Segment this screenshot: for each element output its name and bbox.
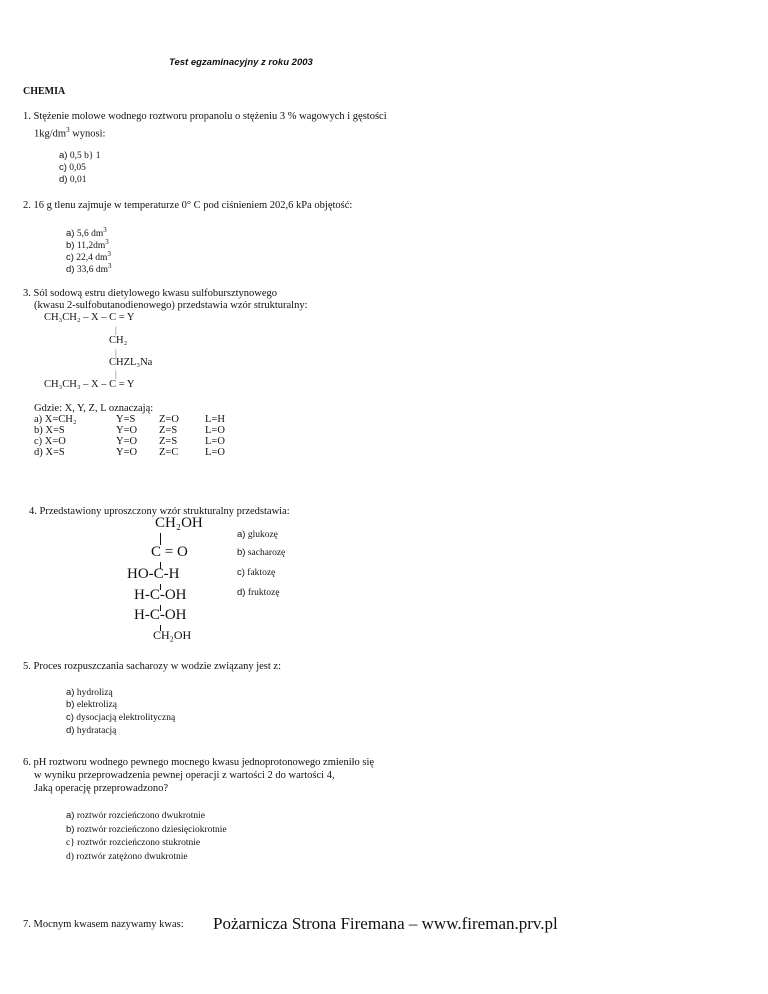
section-title: CHEMIA <box>23 86 66 97</box>
structure-carbonyl: C = O <box>151 544 188 560</box>
structure-h-c-oh-2: H-C-OH <box>134 607 187 623</box>
question-2-option-d: d) 33,6 $dm^3$ <box>66 262 112 276</box>
formula-line-ch2: CH₂ <box>109 335 128 346</box>
question-5-option-d: d) hydratacją <box>66 725 117 736</box>
question-1-option-d: d) 0,01 <box>59 174 87 185</box>
question-6-line-3: Jaką operację przeprowadzono? <box>34 783 169 794</box>
question-5-text: 5. Proces rozpuszczania sacharozy w wodzie związany jest z: <box>23 661 282 672</box>
question-7-text: 7. Mocnym kwasem nazywamy kwas: <box>23 919 184 930</box>
question-3-where: Gdzie: X, Y, Z, L oznaczają: <box>34 403 154 414</box>
question-2-option-c: c) 22,4 $dm^3$ <box>66 250 111 264</box>
question-5-option-a: a) hydrolizą <box>66 687 113 698</box>
document-header: Test egzaminacyjny z roku 2003 <box>169 57 313 68</box>
question-1-option-c: c) 0,05 <box>59 162 86 173</box>
page-footer: Pożarnicza Strona Firemana – www.fireman.prv.pl <box>213 914 558 933</box>
question-4-text: 4. Przedstawiony uproszczony wzór strukturalny przedstawia: <box>29 506 290 517</box>
formula-bond-3: | <box>115 369 117 379</box>
structure-ch2oh-bottom: CH₂OH <box>153 628 192 642</box>
structure-ch2oh-top: CH₂OH <box>155 515 203 531</box>
question-1-line-2: $1kg/dm^3$ wynosi: <box>34 126 106 140</box>
question-3-line-2: (kwasu 2-sulfobutanodienowego) przedstawia wzór strukturalny: <box>34 300 308 311</box>
formula-line-chzl: CHZL₃Na <box>109 357 153 368</box>
question-4-option-a: a) glukozę <box>237 529 278 540</box>
formula-bond-2: | <box>115 348 117 358</box>
question-6-option-d: d) roztwór zatężono dwukrotnie <box>66 852 188 862</box>
question-5-option-b: b) elektrolizą <box>66 699 117 710</box>
question-1-option-a: a) 0,5 b} 1 <box>59 150 101 161</box>
question-2-option-a: a) 5,6 $dm^3$ <box>66 226 107 240</box>
question-2-option-b: b) $11,2dm^3$ <box>66 238 109 252</box>
question-4-option-b: b) sacharozę <box>237 547 286 558</box>
question-6-option-c: c} roztwór rozcieńczono stukrotnie <box>66 838 201 848</box>
question-4-option-d: d) fruktozę <box>237 587 280 598</box>
question-4-option-c: c) faktozę <box>237 567 276 578</box>
question-6-option-a: a) roztwór rozcieńczono dwukrotnie <box>66 810 206 821</box>
question-1-line-1: 1. Stężenie molowe wodnego roztworu propanolu o stężeniu 3 % wagowych i gęstości <box>23 111 387 122</box>
question-3-line-1: 3. Sól sodową estru dietylowego kwasu sulfobursztynowego <box>23 288 278 299</box>
question-6-option-b: b) roztwór rozcieńczono dziesięciokrotnie <box>66 824 227 835</box>
structure-ho-c-h: HO-C-H <box>127 566 180 582</box>
question-6-line-1: 6. pH roztworu wodnego pewnego mocnego kwasu jednoprotonowego zmieniło się <box>23 757 375 768</box>
question-6-line-2: w wyniku przeprowadzenia pewnej operacji z wartości 2 do wartości 4, <box>34 770 335 781</box>
structure-h-c-oh-1: H-C-OH <box>134 587 187 603</box>
formula-bond-1: | <box>115 325 117 335</box>
formula-line-last: CH₃CH₃ – X – C = Y <box>44 379 135 390</box>
question-5-option-c: c) dysocjacją elektrolityczną <box>66 712 176 723</box>
formula-line-1: CH₃CH₂ – X – C = Y <box>44 312 135 323</box>
question-2-text: 2. 16 g tlenu zajmuje w temperaturze 0° C pod ciśnieniem 202,6 kPa objętość: <box>23 200 353 211</box>
